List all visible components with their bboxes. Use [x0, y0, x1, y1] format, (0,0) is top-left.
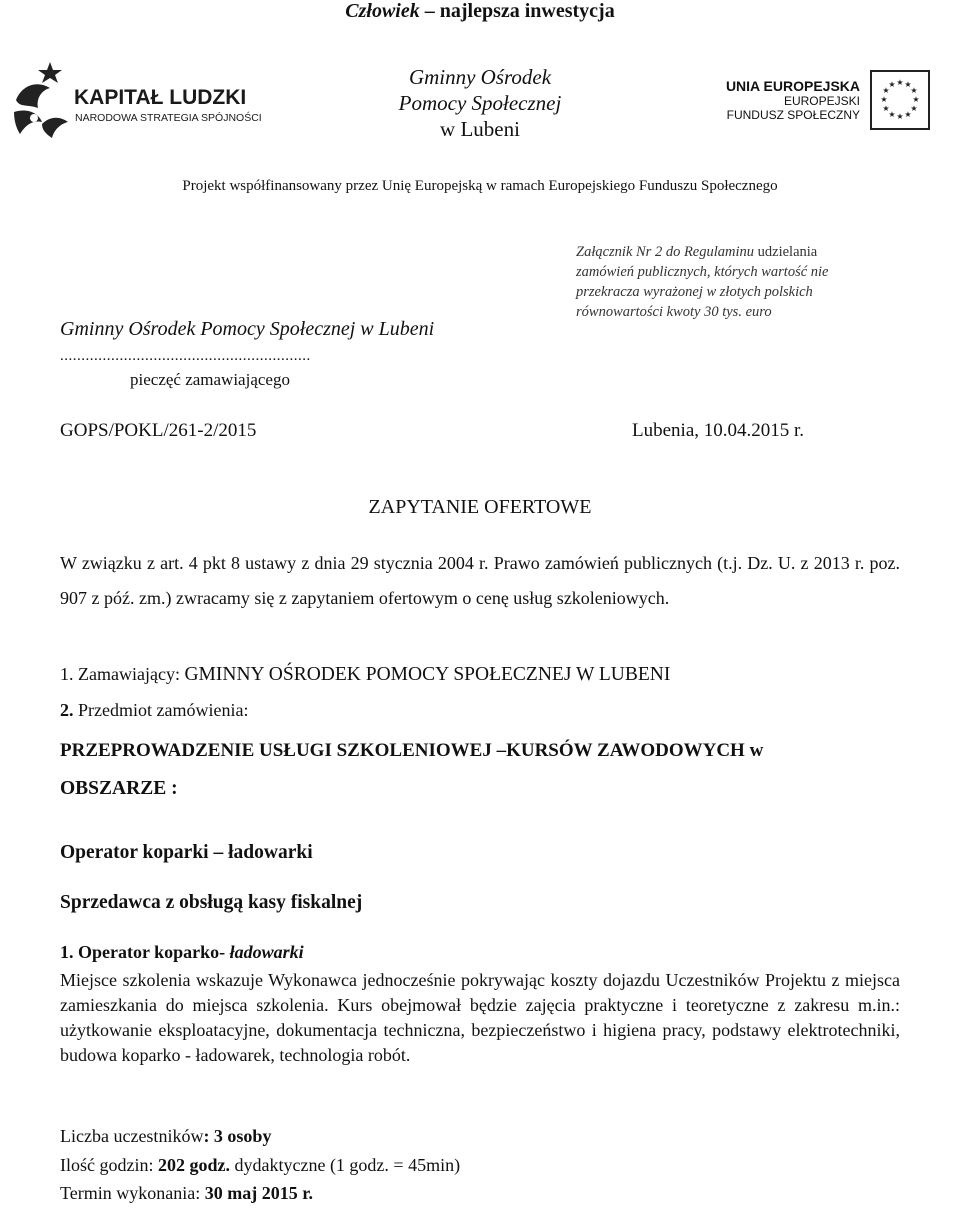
- subject-line-1: PRZEPROWADZENIE USŁUGI SZKOLENIOWEJ –KURSÓW ZAWODOWYCH w: [60, 740, 764, 761]
- kapital-ludzki-logo: [12, 60, 272, 140]
- svg-text:★: ★: [910, 104, 918, 113]
- reference-number: GOPS/POKL/261-2/2015: [60, 420, 257, 441]
- kapital-ludzki-title: KAPITAŁ LUDZKI: [74, 86, 247, 109]
- svg-text:★: ★: [910, 86, 918, 95]
- center-header-line2: Pomocy Społecznej: [398, 91, 562, 115]
- hours-line: [60, 1155, 460, 1176]
- item-2-label: Przedmiot zamówienia:: [73, 700, 249, 720]
- motto-part-a: Człowiek: [345, 0, 420, 22]
- annex-line2: zamówień publicznych, których wartość nie: [576, 264, 829, 280]
- hours-suffix: dydaktyczne (1 godz. = 45min): [229, 1155, 461, 1175]
- svg-text:★: ★: [896, 112, 904, 121]
- participants-value: : 3 osoby: [203, 1126, 272, 1146]
- annex-line1b: udzielania: [754, 244, 818, 260]
- svg-text:★: ★: [896, 78, 904, 87]
- subject-line-2: OBSZARZE :: [60, 778, 178, 799]
- svg-text:★: ★: [904, 110, 912, 119]
- project-line: Projekt współfinansowany przez Unię Europejską w ramach Europejskiego Funduszu Społecznego: [182, 178, 778, 194]
- participants-label: Liczba uczestników: [60, 1126, 204, 1146]
- svg-text:★: ★: [882, 104, 890, 113]
- hours-label: Ilość godzin:: [60, 1155, 158, 1175]
- svg-text:★: ★: [880, 95, 888, 104]
- ue-title: UNIA EUROPEJSKA: [725, 78, 860, 94]
- ue-subtitle-2: FUNDUSZ SPOŁECZNY: [726, 108, 860, 122]
- item-2: [60, 700, 248, 721]
- annex-line3: przekracza wyrażonej w złotych polskich: [576, 284, 813, 300]
- hours-value: 202 godz.: [157, 1155, 230, 1175]
- item-2-number: 2.: [60, 700, 74, 720]
- motto: [0, 0, 960, 23]
- intro-paragraph: W związku z art. 4 pkt 8 ustawy z dnia 29 stycznia 2004 r. Prawo zamówień publicznych (t.j. Dz. U. z 2013 r. poz. 907 z póź. zm.) zwracamy się z zapytaniem ofertowym o cenę usług szkoleniowych.: [60, 553, 900, 608]
- section-1-heading-b: ładowarki: [229, 942, 304, 962]
- svg-text:★: ★: [882, 86, 890, 95]
- course-description: Miejsce szkolenia wskazuje Wykonawca jednocześnie pokrywając koszty dojazdu Uczestników Projektu z miejsca zamieszkania do miejsca szkolenia. Kurs obejmował będzie zajęcia praktyczne i teoretyczne z zakresu m.in.: użytkowanie eksploatacyjne, dokumentacja techniczna, bezpieczeństwo i higiena pracy, podstawy elektrotechniki, budowa koparko - ładowarek, technologia robót.: [60, 970, 900, 1065]
- eu-flag-icon: [870, 70, 930, 130]
- item-1-value: GMINNY OŚRODEK POMOCY SPOŁECZNEJ W LUBENI: [184, 664, 671, 685]
- document-title: ZAPYTANIE OFERTOWE: [368, 496, 592, 518]
- center-header-line3: w Lubeni: [440, 117, 520, 141]
- item-1-label: 1. Zamawiający:: [60, 664, 185, 684]
- deadline-line: [60, 1183, 313, 1204]
- document-date: Lubenia, 10.04.2015 r.: [632, 420, 805, 441]
- motto-part-b: – najlepsza inwestycja: [419, 0, 615, 22]
- deadline-label: Termin wykonania:: [60, 1183, 205, 1203]
- kapital-ludzki-emblem-icon: [12, 60, 72, 140]
- ue-subtitle-1: EUROPEJSKI: [783, 94, 860, 108]
- svg-text:★: ★: [888, 110, 896, 119]
- center-header: [330, 64, 630, 142]
- stamp-dots: ...........................................................: [60, 348, 311, 364]
- deadline-value: 30 maj 2015 r.: [204, 1183, 314, 1203]
- center-header-line1: Gminny Ośrodek: [408, 65, 552, 89]
- kapital-ludzki-subtitle: NARODOWA STRATEGIA SPÓJNOŚCI: [75, 112, 262, 124]
- section-1-heading: [60, 942, 304, 963]
- svg-text:★: ★: [904, 80, 912, 89]
- svg-text:★: ★: [888, 80, 896, 89]
- area-1: Operator koparki – ładowarki: [60, 842, 313, 863]
- annex-line1a: Załącznik Nr 2 do Regulaminu: [576, 244, 755, 260]
- stamp-label: pieczęć zamawiającego: [130, 370, 290, 389]
- annex-line4: równowartości kwoty 30 tys. euro: [576, 304, 772, 320]
- ue-logo-text: [690, 78, 860, 122]
- participants-line: [60, 1126, 271, 1147]
- area-2: Sprzedawca z obsługą kasy fiskalnej: [60, 892, 363, 913]
- annex-note: [576, 242, 896, 322]
- item-1: [60, 664, 670, 686]
- organization-name: Gminny Ośrodek Pomocy Społecznej w Lubeni: [60, 318, 435, 340]
- section-1-heading-a: 1. Operator koparko-: [60, 942, 230, 962]
- svg-text:★: ★: [912, 95, 920, 104]
